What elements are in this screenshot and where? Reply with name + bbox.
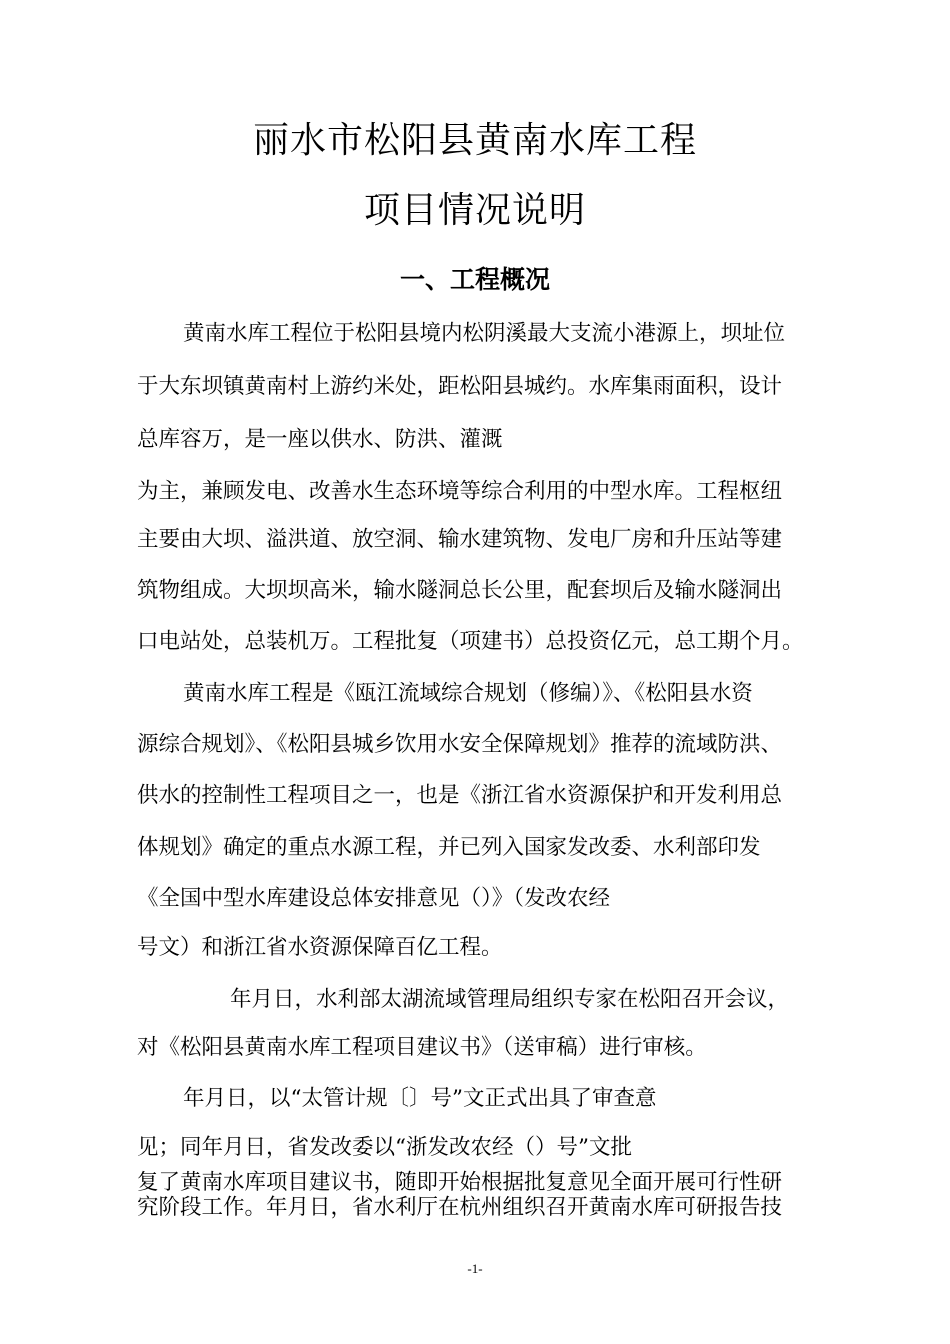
paragraph-line: 复了黄南水库项目建议书，随即开始根据批复意见全面开展可行性研: [137, 1170, 783, 1195]
paragraph-line: 对《松阳县黄南水库工程项目建议书》（送审稿）进行审核。: [137, 1035, 707, 1060]
section-heading: 一、工程概况: [399, 265, 550, 294]
paragraph-line: 见；同年月日，省发改委以“浙发改农经（）号”文批: [137, 1135, 632, 1160]
paragraph-line: 口电站处，总装机万。工程批复（项建书）总投资亿元，总工期个月。: [137, 629, 804, 654]
paragraph-line: 《全国中型水库建设总体安排意见（）》（发改农经: [137, 886, 611, 911]
paragraph-line: 号文）和浙江省水资源保障百亿工程。: [137, 935, 503, 960]
paragraph-line: 源综合规划》、《松阳县城乡饮用水安全保障规划》推荐的流域防洪、: [137, 732, 783, 757]
paragraph-line: 于大东坝镇黄南村上游约米处，距松阳县城约。水库集雨面积，设计: [137, 374, 783, 399]
paragraph-line: 年月日，以“太管计规〔〕号”文正式出具了审查意: [183, 1086, 657, 1111]
paragraph-line: 体规划》确定的重点水源工程，并已列入国家发改委、水利部印发: [137, 835, 761, 860]
paragraph-line: 年月日，水利部太湖流域管理局组织专家在松阳召开会议，: [230, 987, 790, 1012]
document-subtitle: 项目情况说明: [363, 190, 586, 231]
paragraph-line: 为主，兼顾发电、改善水生态环境等综合利用的中型水库。工程枢纽: [137, 479, 783, 504]
paragraph-line: 供水的控制性工程项目之一，也是《浙江省水资源保护和开发利用总: [137, 783, 783, 808]
paragraph-line: 黄南水库工程是《瓯江流域综合规划（修编）》、《松阳县水资: [183, 681, 753, 706]
paragraph-line: 主要由大坝、溢洪道、放空洞、输水建筑物、发电厂房和升压站等建: [137, 527, 783, 552]
paragraph-line: 黄南水库工程位于松阳县境内松阴溪最大支流小港源上，坝址位: [183, 321, 786, 346]
paragraph-line: 总库容万，是一座以供水、防洪、灌溉: [137, 427, 503, 452]
paragraph-line: 究阶段工作。年月日，省水利厅在杭州组织召开黄南水库可研报告技: [137, 1195, 783, 1220]
page-number: -1-: [467, 1261, 483, 1276]
document-title: 丽水市松阳县黄南水库工程: [252, 120, 697, 161]
paragraph-line: 筑物组成。大坝坝高米，输水隧洞总长公里，配套坝后及输水隧洞出: [137, 578, 783, 603]
